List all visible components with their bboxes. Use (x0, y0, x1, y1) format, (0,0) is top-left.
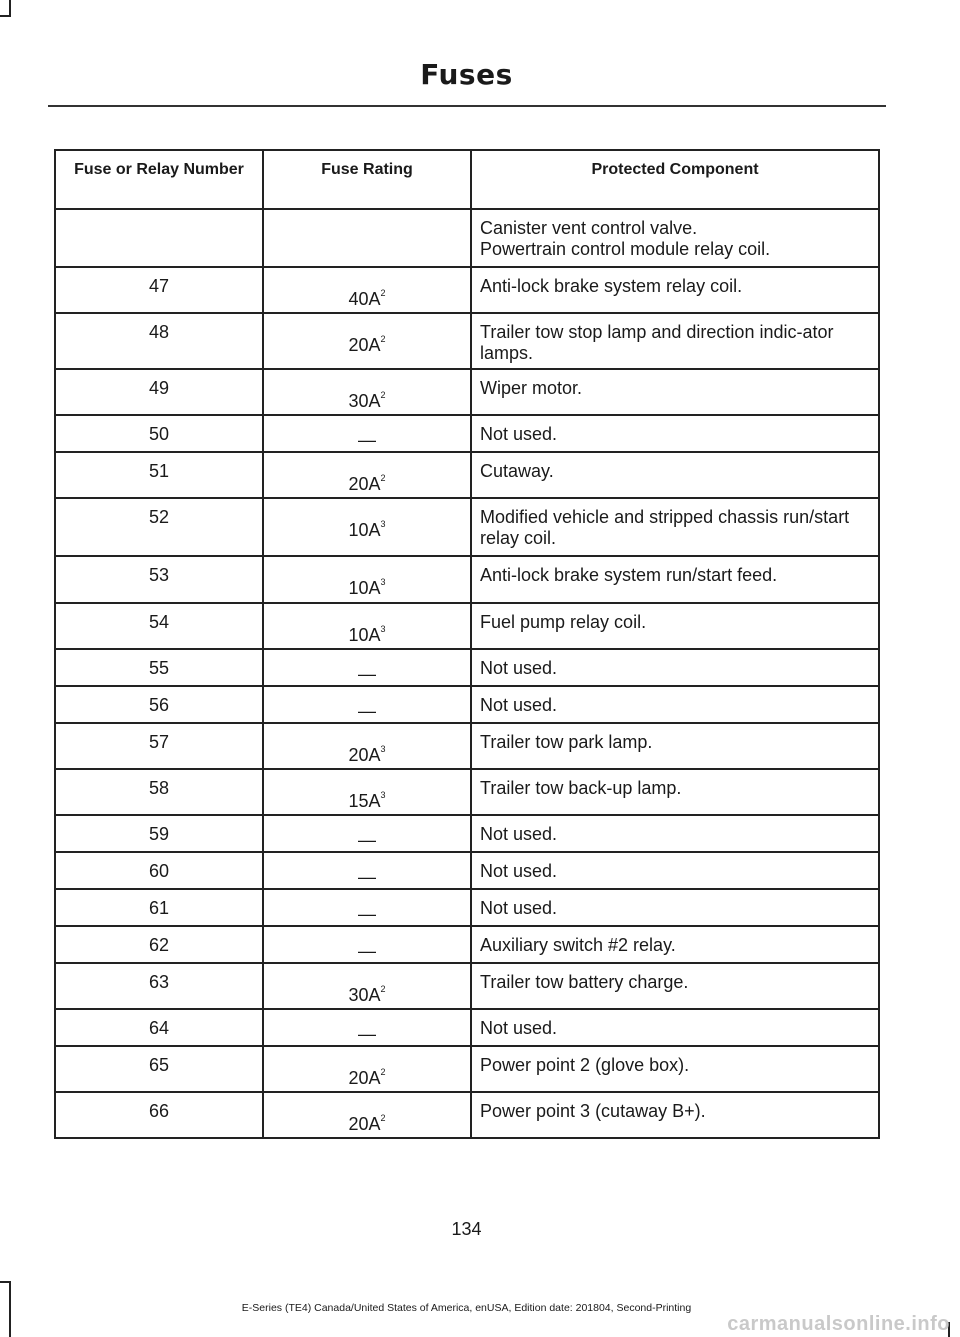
fuse-rating-value: — (358, 664, 376, 684)
footnote-marker: 2 (380, 288, 386, 298)
fuse-rating-cell (263, 889, 471, 926)
protected-component: Not used. (471, 415, 879, 452)
table-row (55, 313, 879, 369)
protected-component: Cutaway. (471, 452, 879, 498)
footnote-marker: 3 (380, 744, 386, 754)
table-row (55, 1009, 879, 1046)
fuse-rating-value: 20A (348, 335, 381, 355)
fuse-rating (358, 658, 376, 685)
page-number: 134 (451, 1219, 482, 1239)
fuse-rating-cell (263, 1009, 471, 1046)
table-row (55, 1092, 879, 1138)
table-row (55, 889, 879, 926)
column-header-component: Protected Component (471, 150, 879, 209)
fuse-rating-value: 10A (348, 578, 381, 598)
fuse-rating-value: — (358, 904, 376, 924)
table-row (55, 649, 879, 686)
table-row (55, 686, 879, 723)
fuse-rating-value: 20A (348, 1068, 381, 1088)
fuse-number: 50 (55, 415, 263, 452)
table-row (55, 369, 879, 415)
table-row (55, 926, 879, 963)
table-row (55, 1046, 879, 1092)
header-rule (48, 105, 886, 107)
table-row (55, 556, 879, 603)
fuse-rating-cell (263, 1046, 471, 1092)
crop-mark-top-left-v (9, 0, 11, 16)
protected-component: Trailer tow battery charge. (471, 963, 879, 1009)
fuse-rating (348, 572, 385, 599)
fuse-rating-cell (263, 769, 471, 815)
fuse-rating-cell (263, 313, 471, 369)
fuse-table (54, 149, 880, 1139)
fuse-rating (348, 619, 385, 646)
fuse-rating-value: — (358, 830, 376, 850)
fuse-rating-value: — (358, 941, 376, 961)
protected-component: Not used. (471, 1009, 879, 1046)
protected-component: Not used. (471, 852, 879, 889)
fuse-rating-cell (263, 452, 471, 498)
fuse-number: 56 (55, 686, 263, 723)
protected-component: Power point 2 (glove box). (471, 1046, 879, 1092)
footnote-marker: 3 (380, 577, 386, 587)
protected-component: Trailer tow stop lamp and direction indic-ator lamps. (471, 313, 879, 369)
protected-component: Wiper motor. (471, 369, 879, 415)
fuse-rating (358, 1018, 376, 1045)
fuse-rating (348, 785, 385, 812)
fuse-number: 48 (55, 313, 263, 369)
fuse-rating (348, 1062, 385, 1089)
fuse-rating (348, 283, 385, 310)
fuse-rating (358, 861, 376, 888)
fuse-number: 62 (55, 926, 263, 963)
table-row (55, 723, 879, 769)
footnote-marker: 3 (380, 519, 386, 529)
watermark: carmanualsonline.info (727, 1313, 950, 1335)
protected-component: Not used. (471, 815, 879, 852)
footnote-marker: 2 (380, 390, 386, 400)
fuse-number: 65 (55, 1046, 263, 1092)
footnote-marker: 2 (380, 984, 386, 994)
fuse-number (55, 209, 263, 267)
fuse-rating-value: 15A (348, 791, 381, 811)
fuse-number: 58 (55, 769, 263, 815)
fuse-rating-cell (263, 723, 471, 769)
fuse-rating-value: 10A (348, 520, 381, 540)
fuse-number: 54 (55, 603, 263, 649)
table-header-row (55, 150, 879, 209)
protected-component: Trailer tow back-up lamp. (471, 769, 879, 815)
protected-component: Anti-lock brake system relay coil. (471, 267, 879, 313)
fuse-table-body (55, 209, 879, 1138)
fuse-number: 60 (55, 852, 263, 889)
fuse-number: 52 (55, 498, 263, 556)
footnote-marker: 3 (380, 624, 386, 634)
fuse-rating-cell (263, 963, 471, 1009)
fuse-rating-value: — (358, 430, 376, 450)
table-row (55, 963, 879, 1009)
fuse-number: 61 (55, 889, 263, 926)
fuse-rating-value: 40A (348, 289, 381, 309)
table-row (55, 498, 879, 556)
fuse-number: 64 (55, 1009, 263, 1046)
footnote-marker: 2 (380, 334, 386, 344)
protected-component: Anti-lock brake system run/start feed. (471, 556, 879, 603)
fuse-rating-cell (263, 649, 471, 686)
protected-component: Canister vent control valve. Powertrain control module relay coil. (471, 209, 879, 267)
fuse-rating-cell (263, 686, 471, 723)
fuse-rating-cell (263, 852, 471, 889)
protected-component: Trailer tow park lamp. (471, 723, 879, 769)
fuse-rating (358, 424, 376, 451)
fuse-number: 57 (55, 723, 263, 769)
crop-mark-bottom-left-h (0, 1281, 11, 1283)
fuse-rating-cell (263, 603, 471, 649)
fuse-rating (348, 468, 385, 495)
fuse-rating-value: — (358, 1024, 376, 1044)
fuse-rating-value: 30A (348, 391, 381, 411)
protected-component: Modified vehicle and stripped chassis run/start relay coil. (471, 498, 879, 556)
protected-component: Not used. (471, 889, 879, 926)
fuse-number: 59 (55, 815, 263, 852)
fuse-rating-cell (263, 498, 471, 556)
fuse-rating-cell (263, 1092, 471, 1138)
fuse-number: 66 (55, 1092, 263, 1138)
fuse-rating-value: 10A (348, 625, 381, 645)
fuse-rating-value: 30A (348, 985, 381, 1005)
fuse-rating-cell (263, 815, 471, 852)
fuse-rating-cell (263, 556, 471, 603)
table-row (55, 415, 879, 452)
fuse-rating-cell (263, 415, 471, 452)
table-row (55, 452, 879, 498)
footnote-marker: 2 (380, 1067, 386, 1077)
fuse-rating-value: 20A (348, 1114, 381, 1134)
fuse-rating (348, 329, 385, 356)
fuse-rating (348, 979, 385, 1006)
edition-footer: E-Series (TE4) Canada/United States of America, enUSA, Edition date: 201804, Second-Printing (241, 1302, 692, 1314)
fuse-rating-value: — (358, 867, 376, 887)
fuse-rating-cell (263, 209, 471, 267)
fuse-rating-cell (263, 267, 471, 313)
fuse-number: 49 (55, 369, 263, 415)
column-header-number: Fuse or Relay Number (55, 150, 263, 209)
table-row (55, 267, 879, 313)
footnote-marker: 3 (380, 790, 386, 800)
fuse-rating (348, 514, 385, 541)
fuse-rating (348, 1108, 385, 1135)
table-row (55, 815, 879, 852)
crop-mark-top-left-h (0, 15, 11, 17)
fuse-number: 53 (55, 556, 263, 603)
table-row (55, 769, 879, 815)
fuse-rating-value: 20A (348, 745, 381, 765)
protected-component: Fuel pump relay coil. (471, 603, 879, 649)
footnote-marker: 2 (380, 1113, 386, 1123)
fuse-rating-cell (263, 926, 471, 963)
fuse-rating (358, 898, 376, 925)
protected-component: Auxiliary switch #2 relay. (471, 926, 879, 963)
table-row (55, 209, 879, 267)
protected-component: Not used. (471, 649, 879, 686)
table-row (55, 852, 879, 889)
fuse-rating (358, 695, 376, 722)
table-row (55, 603, 879, 649)
fuse-rating-value: — (358, 701, 376, 721)
fuse-rating (348, 739, 385, 766)
protected-component: Not used. (471, 686, 879, 723)
fuse-rating (358, 824, 376, 851)
page-title: Fuses (420, 58, 513, 91)
footnote-marker: 2 (380, 473, 386, 483)
fuse-number: 47 (55, 267, 263, 313)
fuse-number: 63 (55, 963, 263, 1009)
fuse-rating (358, 935, 376, 962)
fuse-rating (348, 385, 385, 412)
fuse-rating-cell (263, 369, 471, 415)
fuse-rating-value: 20A (348, 474, 381, 494)
fuse-number: 51 (55, 452, 263, 498)
fuse-number: 55 (55, 649, 263, 686)
protected-component: Power point 3 (cutaway B+). (471, 1092, 879, 1138)
column-header-rating: Fuse Rating (263, 150, 471, 209)
